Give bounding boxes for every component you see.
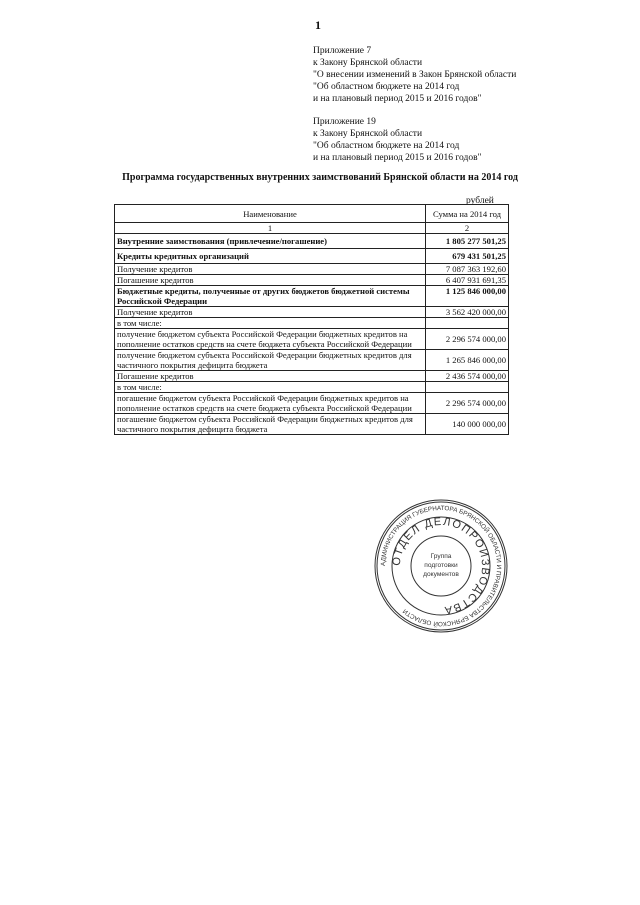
header-name: Наименование (115, 205, 426, 223)
row-amount: 2 296 574 000,00 (426, 329, 509, 350)
annex-line: "О внесении изменений в Закон Брянской области (313, 70, 517, 80)
col-number-1: 1 (115, 223, 426, 234)
annex-line: и на плановый период 2015 и 2016 годов" (313, 94, 482, 104)
row-name: в том числе: (115, 318, 426, 329)
table-row (115, 307, 509, 318)
row-amount: 7 087 363 192,60 (426, 264, 509, 275)
annex-line: "Об областном бюджете на 2014 год (313, 82, 460, 92)
row-amount: 1 805 277 501,25 (426, 234, 509, 249)
units-label: рублей (466, 196, 494, 206)
annex-line: "Об областном бюджете на 2014 год (313, 141, 460, 151)
row-amount: 679 431 501,25 (426, 249, 509, 264)
table-row (115, 286, 509, 307)
annex-7-header (313, 45, 516, 105)
row-name: Погашение кредитов (115, 275, 426, 286)
row-amount: 1 265 846 000,00 (426, 350, 509, 371)
stamp-center-line: документов (423, 571, 459, 578)
annex-line: к Закону Брянской области (313, 129, 423, 139)
row-name: погашение бюджетом субъекта Российской Федерации бюджетных кредитов на пополнение остатков средств на счете бюджета субъекта Российской Федерации (115, 393, 426, 414)
annex-line: к Закону Брянской области (313, 58, 423, 68)
borrowing-program-table (114, 204, 509, 435)
table-row (115, 393, 509, 414)
column-number-row (115, 223, 509, 234)
official-stamp (371, 497, 511, 635)
table-row (115, 371, 509, 382)
col-number-2: 2 (426, 223, 509, 234)
table-row (115, 414, 509, 435)
row-name: получение бюджетом субъекта Российской Федерации бюджетных кредитов на пополнение остатков средств на счете бюджета субъекта Российской Федерации (115, 329, 426, 350)
page-number: 1 (315, 18, 321, 32)
row-amount: 6 407 931 691,35 (426, 275, 509, 286)
row-amount: 3 562 420 000,00 (426, 307, 509, 318)
table-row (115, 249, 509, 264)
stamp-outer-text: АДМИНИСТРАЦИЯ ГУБЕРНАТОРА БРЯНСКОЙ ОБЛАСТИ И ПРАВИТЕЛЬСТВА БРЯНСКОЙ ОБЛАСТИ (379, 504, 503, 628)
row-name: в том числе: (115, 382, 426, 393)
table-row (115, 234, 509, 249)
row-amount: 1 125 846 000,00 (426, 286, 509, 307)
row-amount (426, 382, 509, 393)
row-name: Погашение кредитов (115, 371, 426, 382)
row-name: Внутренние заимствования (привлечение/погашение) (115, 234, 426, 249)
table-row (115, 264, 509, 275)
annex-line: Приложение 19 (313, 117, 376, 127)
stamp-middle-text: ОТДЕЛ ДЕЛОПРОИЗВОДСТВА (390, 515, 492, 617)
row-amount (426, 318, 509, 329)
table-header-row (115, 205, 509, 223)
table-row (115, 318, 509, 329)
annex-line: Приложение 7 (313, 46, 372, 56)
row-amount: 140 000 000,00 (426, 414, 509, 435)
row-name: Получение кредитов (115, 307, 426, 318)
annex-line: и на плановый период 2015 и 2016 годов" (313, 153, 482, 163)
row-name: получение бюджетом субъекта Российской Федерации бюджетных кредитов для частичного покрытия дефицита бюджета (115, 350, 426, 371)
table-row (115, 350, 509, 371)
annex-19-header (313, 116, 481, 164)
table-row (115, 382, 509, 393)
row-name: Получение кредитов (115, 264, 426, 275)
table-row (115, 329, 509, 350)
header-sum: Сумма на 2014 год (426, 205, 509, 223)
stamp-center-line: подготовки (424, 562, 458, 569)
row-name: погашение бюджетом субъекта Российской Федерации бюджетных кредитов для частичного покрытия дефицита бюджета (115, 414, 426, 435)
document-title: Программа государственных внутренних заимствований Брянской области на 2014 год (122, 172, 518, 183)
row-name: Бюджетные кредиты, полученные от других бюджетов бюджетной системы Российской Федерации (115, 286, 426, 307)
row-name: Кредиты кредитных организаций (115, 249, 426, 264)
row-amount: 2 296 574 000,00 (426, 393, 509, 414)
row-amount: 2 436 574 000,00 (426, 371, 509, 382)
table-row (115, 275, 509, 286)
stamp-center-line: Группа (430, 553, 452, 560)
